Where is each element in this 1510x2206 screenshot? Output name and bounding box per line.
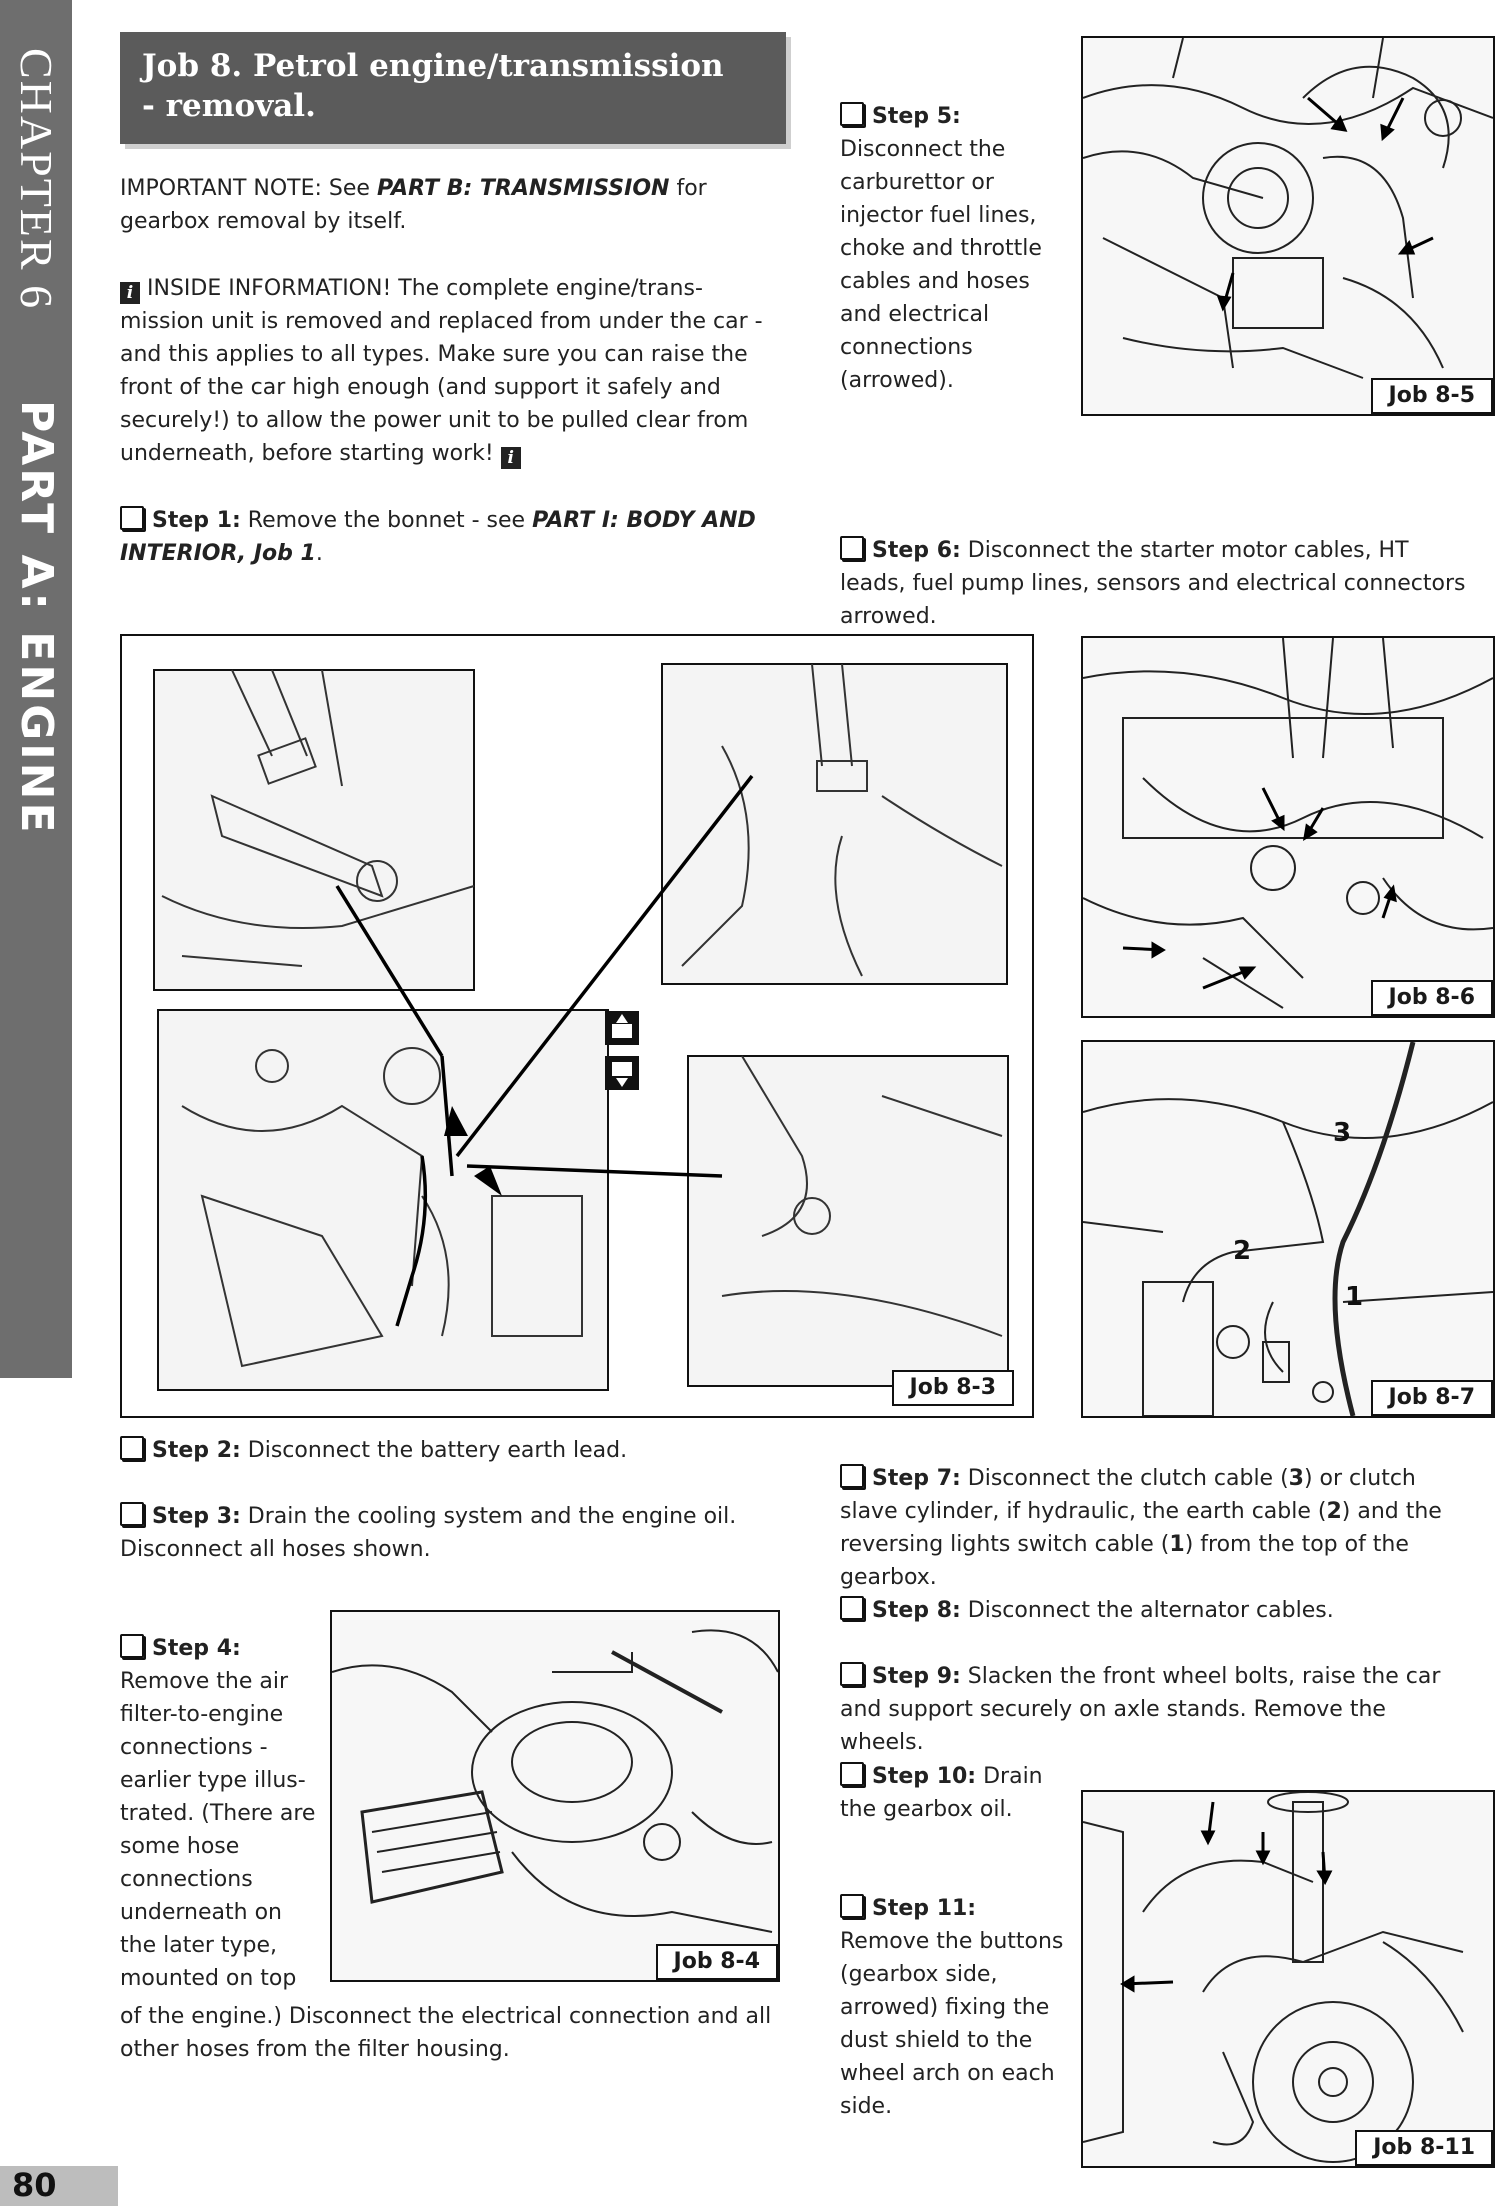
figure-label: Job 8-11 bbox=[1355, 2130, 1493, 2166]
step-10: Step 10: Drain the gearbox oil. bbox=[840, 1764, 1043, 1822]
important-note: IMPORTANT NOTE: See PART B: TRANSMISSION for gearbox removal by itself. bbox=[120, 176, 707, 234]
step-2: Step 2: Disconnect the battery earth lead. bbox=[120, 1434, 780, 1467]
chapter-label: CHAPTER 6 bbox=[11, 48, 62, 311]
step-9: Step 9: Slacken the front wheel bolts, raise the car and support securely on axle stands. Remove the wheels. bbox=[840, 1664, 1441, 1755]
inside-information: i INSIDE INFORMATION! The complete engine/trans-mission unit is removed and replaced from under the car - and this applies to all types. Make sure you can raise the front of the car high enough (and support it safely and securely!) to allow the power unit to be pulled clear from underneath, before starting work! i bbox=[120, 276, 763, 468]
figure-label: Job 8-6 bbox=[1371, 980, 1493, 1016]
figure-label: Job 8-5 bbox=[1371, 378, 1493, 414]
checkbox-icon bbox=[840, 1662, 864, 1686]
step-5: Step 5: Disconnect the carburettor or injector fuel lines, choke and throttle cables and hoses and electrical connections (arrowed). bbox=[840, 104, 1042, 393]
figure-label: Job 8-7 bbox=[1371, 1380, 1493, 1416]
figure-job-8-4 bbox=[330, 1610, 780, 1982]
checkbox-icon bbox=[840, 1762, 864, 1786]
figure-job-8-11 bbox=[1081, 1790, 1495, 2168]
figure-job-8-5 bbox=[1081, 36, 1495, 416]
figure-job-8-7 bbox=[1081, 1040, 1495, 1418]
step-4-continued: of the engine.) Disconnect the electrical connection and all other hoses from the filter housing. bbox=[120, 2004, 772, 2062]
checkbox-icon bbox=[840, 102, 864, 126]
checkbox-icon bbox=[840, 1894, 864, 1918]
air-filter-illustration bbox=[332, 1612, 778, 1980]
carburettor-illustration bbox=[1083, 38, 1493, 414]
wheel-arch-illustration bbox=[1083, 1792, 1493, 2166]
starter-motor-illustration bbox=[1083, 638, 1493, 1016]
job-title-banner bbox=[120, 32, 786, 144]
checkbox-icon bbox=[120, 1634, 144, 1658]
callout-3: 3 bbox=[1333, 1118, 1352, 1148]
figure-job-8-6 bbox=[1081, 636, 1495, 1018]
page-number-tab bbox=[0, 2166, 118, 2206]
checkbox-icon bbox=[840, 1596, 864, 1620]
step-7: Step 7: Disconnect the clutch cable (3) or clutch slave cylinder, if hydraulic, the earth cable (2) and the reversing lights switch cable (1) from the top of the gearbox. bbox=[840, 1466, 1442, 1590]
checkbox-icon bbox=[840, 1464, 864, 1488]
step-8: Step 8: Disconnect the alternator cables. bbox=[840, 1594, 1476, 1627]
chapter-sidebar bbox=[0, 0, 72, 1378]
checkbox-icon bbox=[120, 506, 144, 530]
job-title: Job 8. Petrol engine/transmission - removal. bbox=[142, 48, 724, 124]
page-number: 80 bbox=[12, 2166, 57, 2204]
checkbox-icon bbox=[120, 1436, 144, 1460]
engine-hoses-illustration bbox=[122, 636, 1032, 1416]
info-icon: i bbox=[501, 447, 521, 469]
info-icon: i bbox=[120, 282, 140, 304]
callout-1: 1 bbox=[1345, 1282, 1364, 1312]
figure-label: Job 8-4 bbox=[656, 1944, 778, 1980]
checkbox-icon bbox=[120, 1502, 144, 1526]
step-6: Step 6: Disconnect the starter motor cables, HT leads, fuel pump lines, sensors and electrical connectors arrowed. bbox=[840, 538, 1466, 629]
callout-2: 2 bbox=[1233, 1236, 1252, 1266]
step-1: Step 1: Remove the bonnet - see PART I: BODY AND INTERIOR, Job 1. bbox=[120, 508, 756, 566]
figure-label: Job 8-3 bbox=[892, 1370, 1014, 1406]
checkbox-icon bbox=[840, 536, 864, 560]
step-4: Step 4: Remove the air filter-to-engine connections - earlier type illus-trated. (There are some hose connections underneath on the later type, mounted on top bbox=[120, 1636, 316, 1991]
figure-job-8-3 bbox=[120, 634, 1034, 1418]
step-11: Step 11: Remove the buttons (gearbox side, arrowed) fixing the dust shield to the wheel arch on each side. bbox=[840, 1896, 1064, 2119]
step-3: Step 3: Drain the cooling system and the engine oil. Disconnect all hoses shown. bbox=[120, 1504, 737, 1562]
part-label: PART A: ENGINE bbox=[11, 400, 62, 836]
clutch-cable-illustration bbox=[1083, 1042, 1493, 1416]
